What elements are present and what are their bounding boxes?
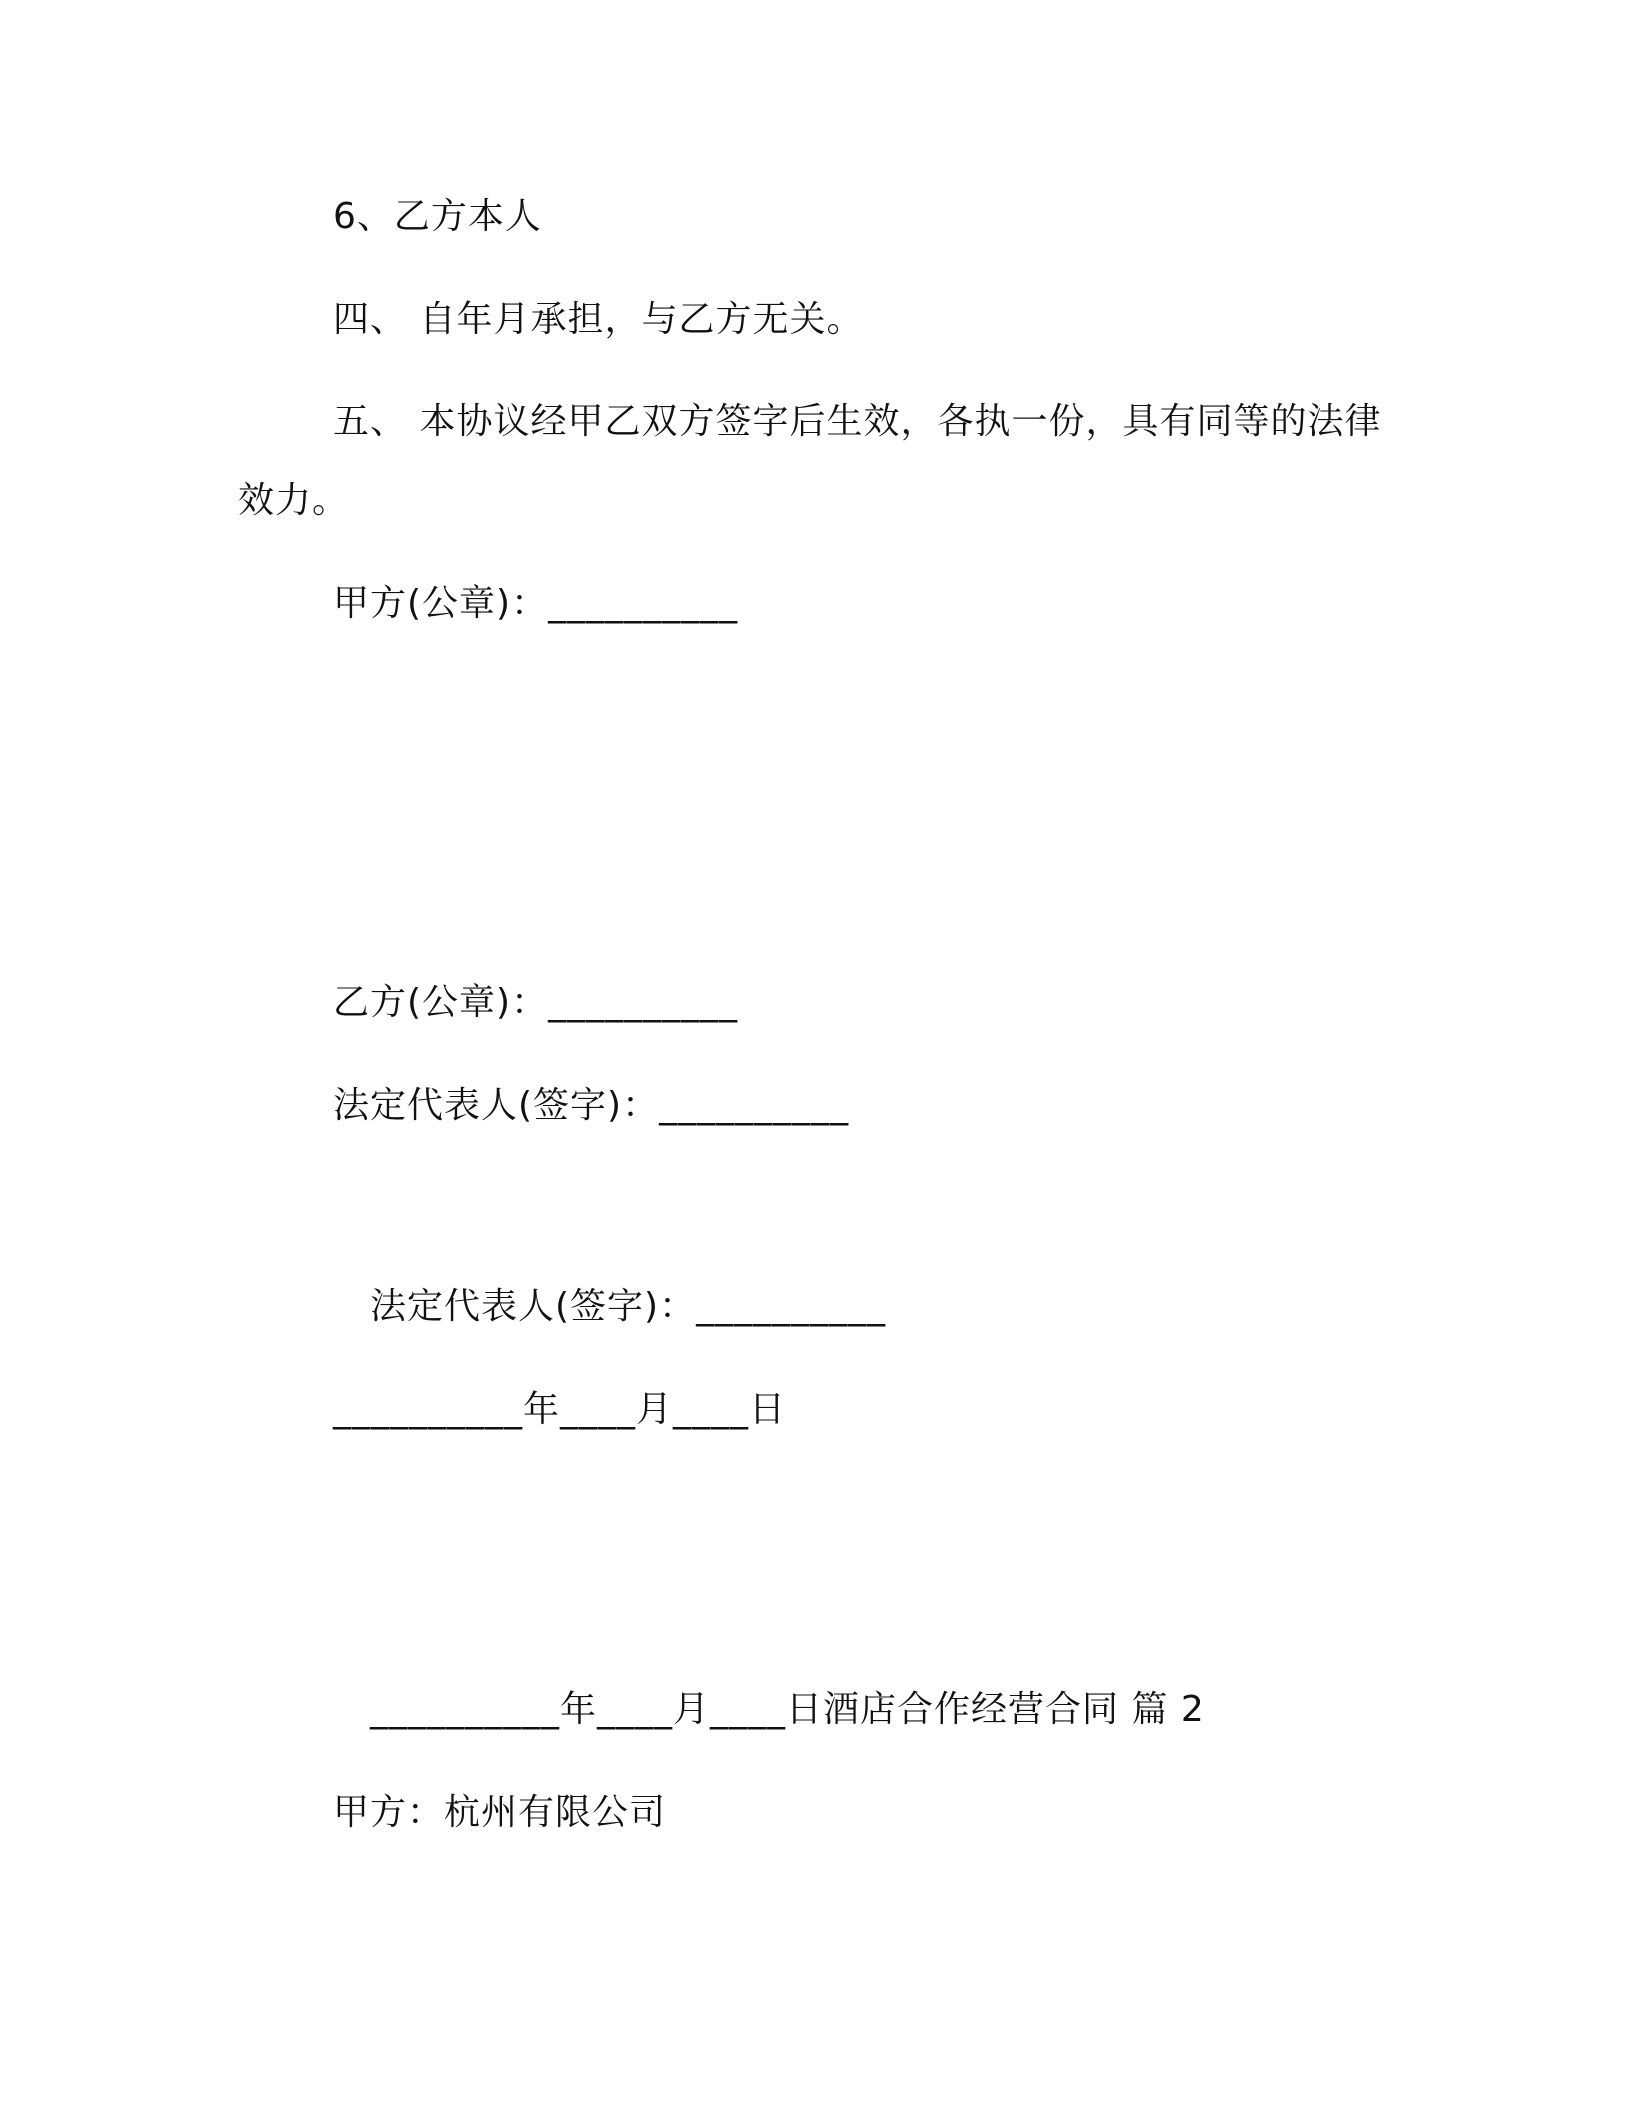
party-b-seal-line: 乙方(公章)：__________ (333, 982, 739, 1023)
clause-5-text: 五、 本协议经甲乙双方签字后生效，各执一份，具有同等的法律 (333, 401, 1382, 442)
party-a-name-line: 甲方：杭州有限公司 (333, 1792, 667, 1833)
party-a-seal-line: 甲方(公章)：__________ (333, 583, 739, 624)
legal-representative-signature-line: 法定代表人(签字)：__________ (333, 1085, 850, 1126)
contract-2-heading: __________年____月____日酒店合作经营合同 篇 2 (370, 1689, 1205, 1730)
clause-5-continuation: 效力。 (238, 480, 350, 521)
date-line: __________年____月____日 (333, 1389, 786, 1430)
legal-representative-signature-line: 法定代表人(签字)：__________ (370, 1286, 887, 1327)
clause-4-text: 四、 自年月承担，与乙方无关。 (333, 299, 864, 340)
clause-6-text: 6、乙方本人 (333, 196, 542, 237)
